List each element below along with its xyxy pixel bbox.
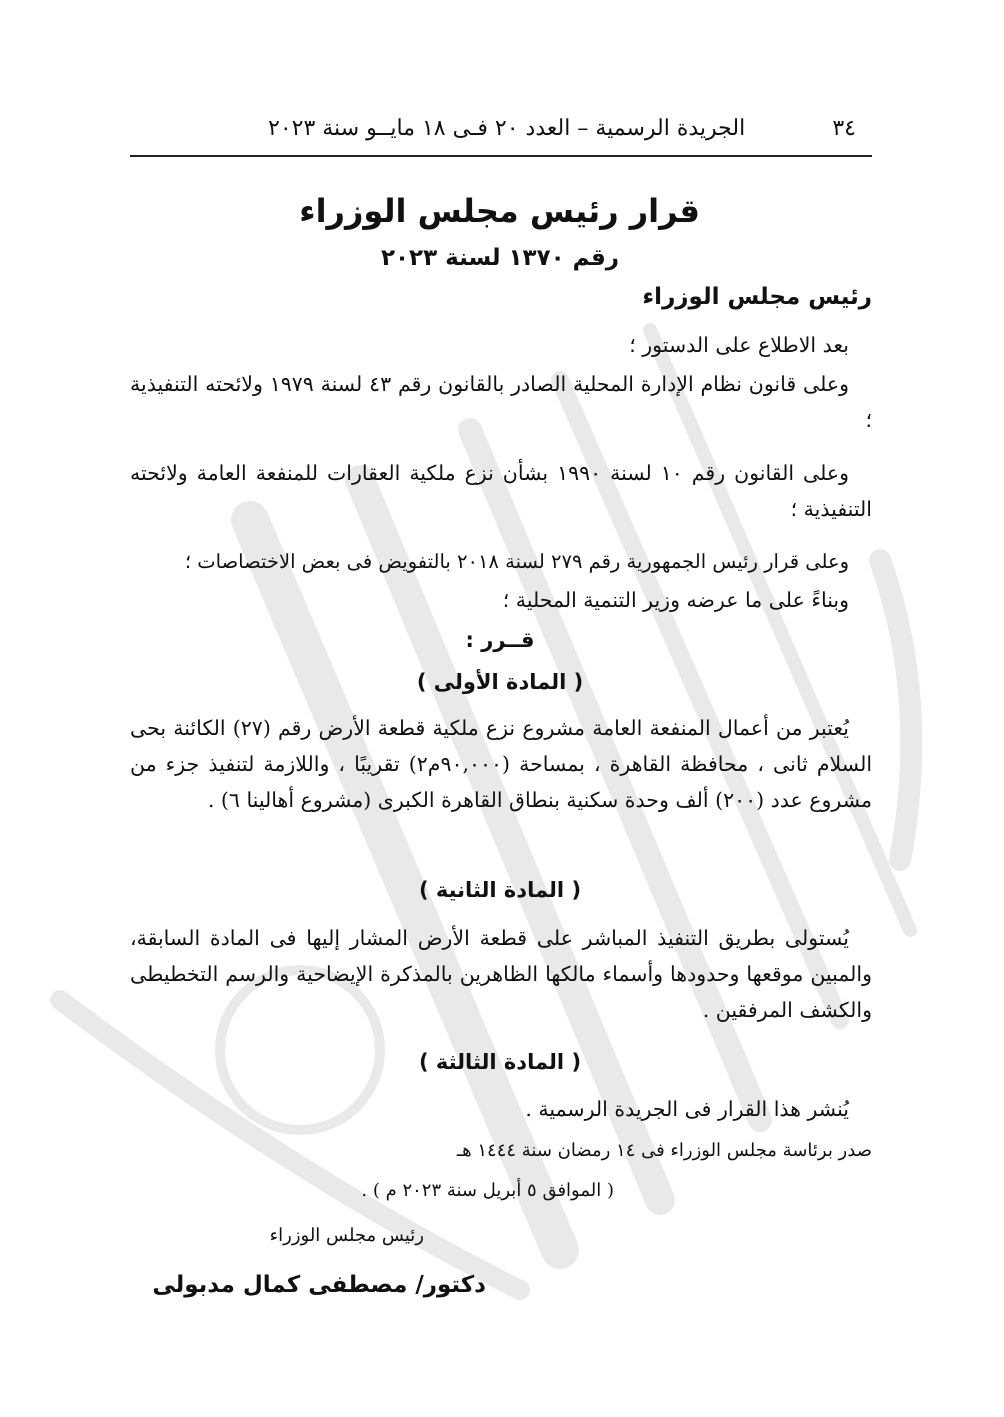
header-divider <box>130 155 872 157</box>
article-2-text: يُستولى بطريق التنفيذ المباشر على قطعة الأرض المشار إليها فى المادة السابقة، والمبين موقعها وحدودها وأسماء مالكها الظاهرين بالمذكرة الإيضاحية والرسم التخطيطى والكشف المرفقين . <box>130 926 872 1022</box>
article-1-heading: ( المادة الأولى ) <box>416 670 584 694</box>
preamble-expropriation-law: وعلى القانون رقم ١٠ لسنة ١٩٩٠ بشأن نزع ملكية العقارات للمنفعة العامة ولائحته التنفيذية ؛ <box>130 461 872 521</box>
decree-title: قرار رئيس مجلس الوزراء <box>299 192 700 230</box>
preamble-presidential-decree: وعلى قرار رئيس الجمهورية رقم ٢٧٩ لسنة ٢٠١٨ بالتفويض فى بعض الاختصاصات ؛ <box>184 550 849 573</box>
article-3-heading: ( المادة الثالثة ) <box>418 1050 582 1074</box>
decided-heading: قــرر : <box>465 628 535 652</box>
article-2-heading: ( المادة الثانية ) <box>418 878 582 902</box>
journal-issue-line: الجريدة الرسمية – العدد ٢٠ فـى ١٨ مايــو سنة ٢٠٢٣ <box>268 116 746 141</box>
article-3-text: يُنشر هذا القرار فى الجريدة الرسمية . <box>525 1097 849 1121</box>
article-1-text: يُعتبر من أعمال المنفعة العامة مشروع نزع ملكية قطعة الأرض رقم (٢٧) الكائنة بحى السلام ثانى ، محافظة القاهرة ، بمساحة (٩٠,٠٠٠م٢) تقريبًا ، واللازمة لتنفيذ جزء من مشروع عدد (٢٠٠) ألف وحدة سكنية بنطاق القاهرة الكبرى (مشروع أهالينا ٦) . <box>130 716 873 812</box>
preamble-local-admin-law: وعلى قانون نظام الإدارة المحلية الصادر بالقانون رقم ٤٣ لسنة ١٩٧٩ ولائحته التنفيذية ؛ <box>130 372 872 432</box>
signer-title: رئيس مجلس الوزراء <box>269 1225 424 1246</box>
preamble-minister-proposal: وبناءً على ما عرضه وزير التنمية المحلية ؛ <box>502 588 849 612</box>
decree-number: رقم ١٣٧٠ لسنة ٢٠٢٣ <box>380 245 620 271</box>
preamble-constitution: بعد الاطلاع على الدستور ؛ <box>629 333 849 357</box>
signer-name: دكتور/ مصطفى كمال مدبولى <box>152 1272 486 1298</box>
issuer-heading: رئيس مجلس الوزراء <box>642 284 872 310</box>
page-number: ٣٤ <box>832 116 856 141</box>
issued-date-hijri: صدر برئاسة مجلس الوزراء فى ١٤ رمضان سنة ١٤٤٤ هـ <box>456 1140 872 1161</box>
issued-date-gregorian: ( الموافق ٥ أبريل سنة ٢٠٢٣ م ) . <box>361 1180 614 1201</box>
